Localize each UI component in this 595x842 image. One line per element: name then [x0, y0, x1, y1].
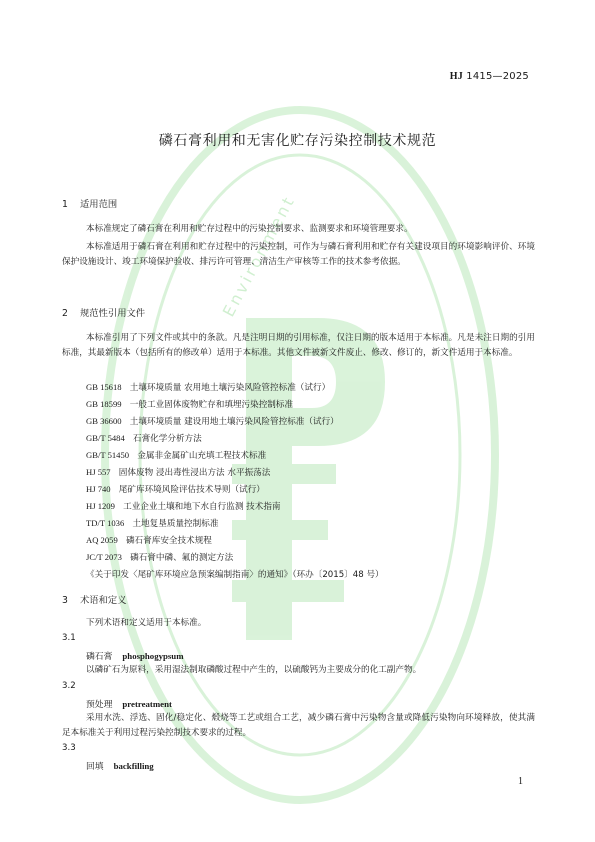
- paragraph-2-1: 本标准引用了下列文件或其中的条款。凡是注明日期的引用标准，仅注日期的版本适用于本标准。凡是未注日期的引用标准，其最新版本（包括所有的修改单）适用于本标准。其他文件被新文件废止、修改、修订的，新文件适用于本标准。: [62, 333, 535, 358]
- reference-item: [86, 398, 293, 410]
- clause-number: 3.2: [62, 681, 76, 691]
- standard-number: [450, 71, 529, 82]
- reference-item: [86, 415, 339, 427]
- section-3-heading: [62, 592, 127, 606]
- paragraph-1-1: 本标准规定了磷石膏在利用和贮存过程中的污染控制要求、监测要求和环境管理要求。: [86, 224, 413, 234]
- definition-3-1: 以磷矿石为原料，采用湿法制取磷酸过程中产生的，以硫酸钙为主要成分的化工副产物。: [86, 665, 422, 675]
- reference-item: [86, 432, 202, 444]
- reference-item: [86, 483, 265, 495]
- standard-code: HJ: [449, 71, 463, 82]
- reference-title: 磷石膏库安全技术规程: [125, 536, 212, 546]
- reference-item: [86, 517, 218, 529]
- page-title: 磷石膏利用和无害化贮存污染控制技术规范: [158, 133, 437, 149]
- term-en: backfilling: [113, 761, 154, 771]
- reference-title: 尾矿库环境风险评估技术导则（试行）: [118, 485, 265, 495]
- definition-3-2: 采用水洗、浮选、固化/稳定化、煅烧等工艺或组合工艺，减少磷石膏中污染物含量或降低污染物向环境释放，使其满足本标准关于利用过程污染控制技术要求的过程。: [62, 713, 535, 738]
- section-2-heading: [62, 305, 145, 319]
- section-number: 2: [62, 308, 68, 319]
- term-zh: 预处理: [86, 700, 113, 710]
- paragraph-3-intro: 下列术语和定义适用于本标准。: [86, 618, 207, 628]
- reference-code: GB 15618: [86, 382, 122, 392]
- reference-code: TD/T 1036: [86, 518, 125, 528]
- reference-item: [86, 466, 270, 478]
- reference-title: 土壤环境质量 农用地土壤污染风险管控标准（试行）: [129, 383, 331, 393]
- reference-title: 工业企业土壤和地下水自行监测 技术指南: [123, 502, 281, 512]
- paragraph-1-2: 本标准适用于磷石膏在利用和贮存过程中的污染控制，可作为与磷石膏利用和贮存有关建设项目的环境影响评价、环境保护设施设计、竣工环境保护验收、排污许可管理、清洁生产审核等工作的技术参考依据。: [62, 242, 535, 267]
- section-title: 术语和定义: [80, 595, 127, 606]
- term-heading: [86, 649, 184, 662]
- reference-title: 磷石膏中磷、氟的测定方法: [130, 553, 234, 563]
- reference-item: [86, 500, 281, 512]
- standard-number-value: 1415—2025: [466, 71, 529, 82]
- reference-title: 土地复垦质量控制标准: [132, 519, 219, 529]
- reference-code: GB/T 51450: [86, 450, 130, 460]
- clause-number: 3.1: [62, 633, 76, 643]
- term-heading: [86, 697, 172, 710]
- reference-code: HJ 1209: [86, 501, 115, 511]
- reference-item: [86, 534, 212, 546]
- section-number: 3: [62, 595, 68, 606]
- reference-item: [86, 568, 384, 580]
- section-number: 1: [62, 199, 68, 210]
- reference-title: 一般工业固体废物贮存和填埋污染控制标准: [129, 400, 294, 410]
- term-heading: [86, 759, 154, 772]
- section-1-heading: [62, 196, 117, 210]
- reference-item: [86, 551, 233, 563]
- watermark-text: Environment: [218, 191, 299, 320]
- reference-item: [86, 381, 330, 393]
- reference-item: [86, 449, 266, 461]
- reference-code: GB 18599: [86, 399, 122, 409]
- reference-title: 石膏化学分析方法: [132, 434, 202, 444]
- reference-code: GB/T 5484: [86, 433, 125, 443]
- reference-code: HJ 740: [86, 484, 111, 494]
- reference-code: HJ 557: [86, 467, 111, 477]
- reference-code: GB 36600: [86, 416, 122, 426]
- section-title: 适用范围: [80, 199, 118, 210]
- section-title: 规范性引用文件: [80, 308, 146, 319]
- clause-number: 3.3: [62, 743, 76, 753]
- reference-code: JC/T 2073: [86, 552, 122, 562]
- term-zh: 磷石膏: [86, 652, 113, 662]
- reference-title: 金属非金属矿山充填工程技术标准: [137, 451, 267, 461]
- reference-title: 土壤环境质量 建设用地土壤污染风险管控标准（试行）: [129, 417, 339, 427]
- term-zh: 回填: [86, 762, 104, 772]
- reference-code: AQ 2059: [86, 535, 118, 545]
- term-en: phosphogypsum: [122, 651, 184, 661]
- reference-title: 《关于印发〈尾矿库环境应急预案编制指南〉的通知》（环办〔2015〕48 号）: [86, 570, 384, 580]
- reference-title: 固体废物 浸出毒性浸出方法 水平振荡法: [118, 468, 271, 478]
- term-en: pretreatment: [122, 699, 172, 709]
- page-number: 1: [518, 776, 523, 787]
